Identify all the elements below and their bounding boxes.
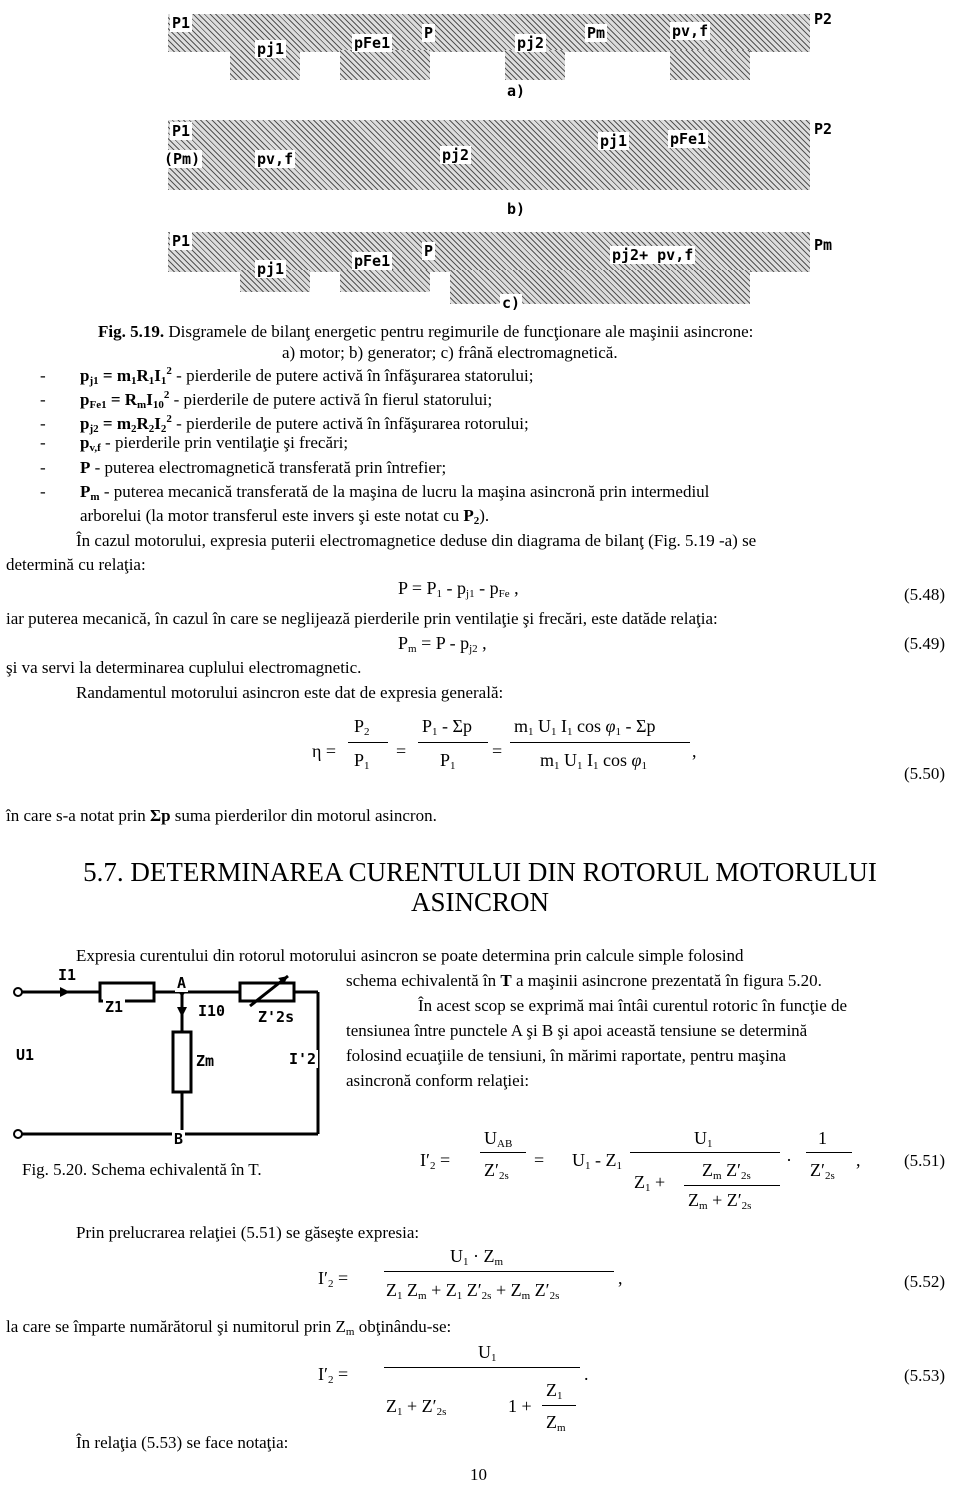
- circuit-label-Z2s: Z'2s: [258, 1008, 295, 1026]
- subfigure-a-label: a): [507, 82, 526, 100]
- paragraph-6-line-2: schema echivalentă în T a maşinii asincrone prezentată în figura 5.20.: [346, 971, 822, 990]
- circuit-label-I2: I'2: [289, 1050, 317, 1068]
- label-pvf-b: pv,f: [257, 150, 294, 168]
- label-pj2: pj2: [517, 34, 545, 52]
- label-pj2-b: pj2: [442, 146, 470, 164]
- label-P1-b: P1: [172, 122, 191, 140]
- paragraph-1-line-1: În cazul motorului, expresia puterii electromagnetice deduse din diagrama de bilanţ (Fig. 5.19 -a) se: [76, 531, 757, 550]
- diagram-a-arrow-4: [670, 50, 750, 80]
- label-pj1: pj1: [257, 40, 285, 58]
- equation-5-49: $P_m = P - p_{j2}$ ,: [398, 633, 487, 655]
- paragraph-7-line-3: folosind ecuaţiile de tensiuni, în mărimi raportate, pentru maşina: [346, 1046, 786, 1065]
- label-pFe1-c: pFe1: [354, 252, 391, 270]
- figure-5-19-caption: [98, 322, 753, 342]
- label-Pm-c: Pm: [814, 236, 833, 254]
- paragraph-7-line-2: tensiunea între punctele A şi B şi apoi această tensiune se determină: [346, 1021, 808, 1040]
- circuit-diagram: [8, 962, 328, 1152]
- list-item-Pm: - $P_m$ - puterea mecanică transferată de la maşina de lucru la maşina asincronă prin intermediul: [40, 482, 710, 503]
- equation-5-48: $P = P_1 - p_{j1} - p_{Fe}$ ,: [398, 578, 519, 600]
- label-P: P: [424, 24, 434, 42]
- diagram-c-wedge: [450, 270, 750, 304]
- page-number: 10: [470, 1465, 487, 1484]
- paragraph-7-line-1: În acest scop se exprimă mai întâi curentul rotoric în funcţie de: [418, 996, 848, 1015]
- list-item-pj2: - $p_{j2} = m_2R_2I_2^2$ - pierderile de putere activă în înfăşurarea rotorului;: [40, 413, 529, 435]
- label-pFe1-b: pFe1: [670, 130, 707, 148]
- label-pFe1: pFe1: [354, 34, 391, 52]
- list-item-pFe1: - $p_{Fe1} = R_mI_{10}^2$ - pierderile de putere activă în fierul statorului;: [40, 389, 493, 411]
- list-item-pj1: - $p_{j1} = m_1R_1I_1^2$ - pierderile de putere activă în înfăşurarea statorului;: [40, 365, 534, 387]
- caption-line-1: Disgramele de bilanţ energetic pentru regimurile de funcţionare ale maşinii asincrone:: [168, 322, 754, 341]
- equation-5-52-number: (5.52): [904, 1272, 946, 1291]
- label-P2-b: P2: [814, 120, 833, 138]
- equation-5-48-number: (5.48): [904, 585, 946, 604]
- label-P2: P2: [814, 10, 833, 28]
- circuit-label-Z1: Z1: [105, 998, 124, 1016]
- equation-5-53-number: (5.53): [904, 1366, 946, 1385]
- circuit-label-I1: I1: [58, 966, 77, 984]
- list-item-Pm-cont: arborelui (la motor transferul este invers şi este notat cu $P_2$).: [80, 506, 490, 527]
- subfigure-c-label: c): [502, 294, 521, 312]
- paragraph-8: Prin prelucrarea relaţiei (5.51) se găseşte expresia:: [76, 1223, 420, 1242]
- paragraph-7-line-4: asincronă conform relaţiei:: [346, 1071, 530, 1090]
- label-P-c: P: [424, 242, 434, 260]
- equation-5-51-number: (5.51): [904, 1151, 946, 1170]
- paragraph-1-line-2: determină cu relaţia:: [6, 555, 146, 574]
- caption-figure-number: Fig. 5.19.: [98, 322, 165, 341]
- subfigure-b-label: b): [507, 200, 526, 218]
- section-title-line-1: 5.7. DETERMINAREA CURENTULUI DIN ROTORUL MOTORULUI: [83, 857, 877, 887]
- label-P1: P1: [172, 14, 191, 32]
- label-Pm-b: (Pm): [164, 150, 201, 168]
- list-item-pvf: - $p_{v,f}$ - pierderile prin ventilaţie şi frecări;: [40, 433, 349, 454]
- figure-5-20-caption: Fig. 5.20. Schema echivalentă în T.: [22, 1160, 262, 1179]
- paragraph-3: şi va servi la determinarea cuplului electromagnetic.: [6, 658, 362, 677]
- diagram-a-arrow-3: [505, 50, 565, 80]
- label-pj1-b: pj1: [600, 132, 628, 150]
- label-pvf: pv,f: [672, 22, 709, 40]
- equation-5-50-number: (5.50): [904, 764, 946, 783]
- section-title-line-2: ASINCRON: [410, 887, 550, 917]
- list-item-P: - P - puterea electromagnetică transferată prin întrefier;: [40, 458, 447, 477]
- caption-line-2: a) motor; b) generator; c) frână electromagnetică.: [282, 343, 618, 362]
- paragraph-2: iar puterea mecanică, în cazul în care se neglijează pierderile prin ventilaţie şi frecări, este datăde relaţia:: [6, 609, 718, 628]
- paragraph-6-line-1: Expresia curentului din rotorul motorului asincron se poate determina prin calcule simple folosind: [76, 946, 744, 965]
- circuit-label-Zm: Zm: [196, 1052, 215, 1070]
- circuit-label-I10: I10: [198, 1002, 226, 1020]
- paragraph-9: la care se împarte numărătorul şi numitorul prin $Z_m$ obţinându-se:: [6, 1317, 452, 1338]
- equation-5-49-number: (5.49): [904, 634, 946, 653]
- label-pj2-pvf-c: pj2+ pv,f: [612, 246, 694, 264]
- paragraph-10: În relaţia (5.53) se face notaţia:: [76, 1433, 289, 1452]
- circuit-label-A: A: [177, 974, 187, 992]
- diagram-a-arrow-2: [340, 50, 430, 80]
- label-Pm: Pm: [587, 24, 606, 42]
- eq50-eta: η =: [312, 741, 337, 761]
- diagram-c-arrow-2: [340, 270, 430, 292]
- paragraph-5: în care s-a notat prin Σp suma pierderilor din motorul asincron.: [6, 806, 437, 825]
- paragraph-4: Randamentul motorului asincron este dat de expresia generală:: [76, 683, 504, 702]
- circuit-label-U1: U1: [16, 1046, 35, 1064]
- label-P1-c: P1: [172, 232, 191, 250]
- label-pj1-c: pj1: [257, 260, 285, 278]
- circuit-label-B: B: [174, 1130, 184, 1148]
